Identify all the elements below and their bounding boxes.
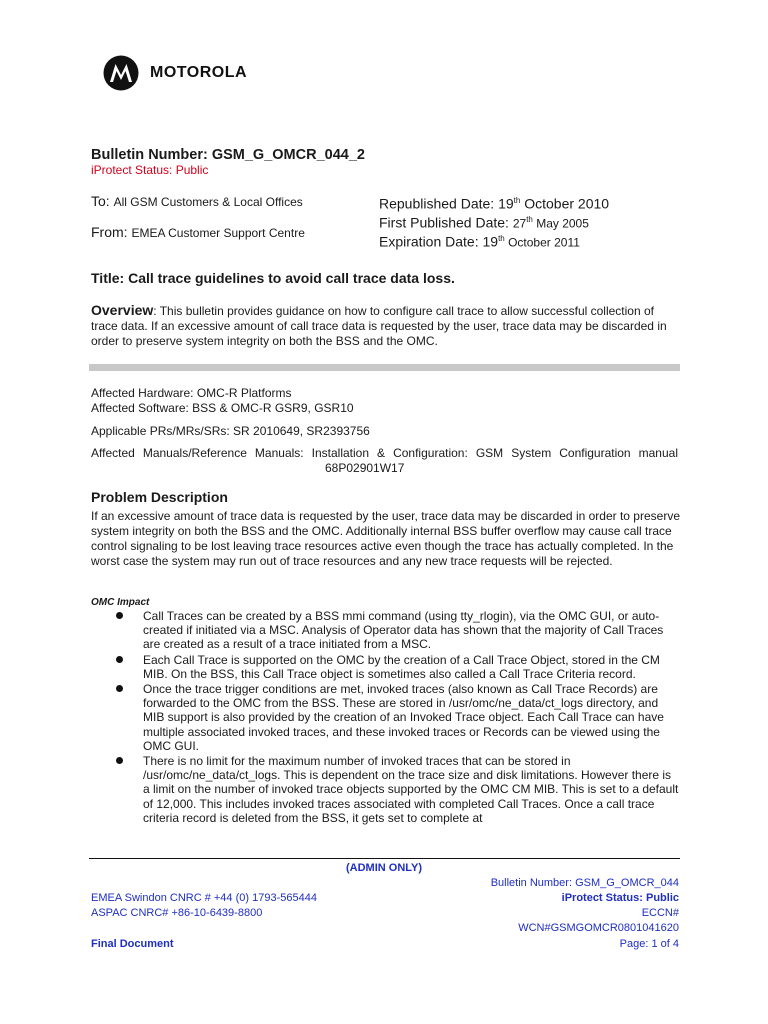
footer-iprotect-status: iProtect Status: Public <box>561 892 679 904</box>
affected-manuals <box>91 446 678 476</box>
overview-paragraph <box>91 303 681 349</box>
footer-final-document: Final Document <box>91 938 174 950</box>
footer-bulletin-number: Bulletin Number: GSM_G_OMCR_044 <box>490 877 679 889</box>
list-item: Once the trace trigger conditions are met, invoked traces (also known as Call Trace Records) are forwarded to the OMC from the BSS. These are stored in /usr/omc/ne_data/ct_logs directory, and MIB support is also provided by the creation of an Invoked Trace object. Each Call Trace can have multiple associated invoked traces, and these invoked traces or Records can be viewed using the OMC GUI. <box>91 682 681 753</box>
footer-wcn: WCN#GSMGOMCR0801041620 <box>518 922 679 934</box>
list-item: Call Traces can be created by a BSS mmi command (using tty_rlogin), via the OMC GUI, or auto- created if initiated via a MSC. Analysis of Operator data has shown that the majority of Call Traces are created as a result of a trace initiated from a MSC. <box>91 609 681 652</box>
motorola-batwing-logo-icon <box>103 55 139 91</box>
applicable-prs: Applicable PRs/MRs/SRs: SR 2010649, SR2393756 <box>91 424 370 438</box>
omc-impact-heading: OMC Impact <box>91 597 150 608</box>
list-item: There is no limit for the maximum number of invoked traces that can be stored in /usr/omc/ne_data/ct_logs. This is dependent on the trace size and disk limitations. However there is a limit on the number of invoked trace objects supported by the OMC CM MIB. This is set to a default of 12,000. This includes invoked traces associated with completed Call Traces. Once a call trace criteria record is deleted from the BSS, it gets set to complete at <box>91 754 681 825</box>
footer-eccn: ECCN# <box>641 907 679 919</box>
affected-manuals-line1: Affected Manuals/Reference Manuals: Installation & Configuration: GSM System Configuration manual <box>91 446 678 460</box>
bullet-icon <box>116 757 123 764</box>
from-line <box>91 224 305 240</box>
affected-hardware: Affected Hardware: OMC-R Platforms <box>91 386 292 400</box>
bulletin-number: Bulletin Number: GSM_G_OMCR_044_2 <box>91 147 365 163</box>
from-label: From: <box>91 224 128 240</box>
overview-text: : This bulletin provides guidance on how to configure call trace to allow successful collection of trace data. If an excessive amount of call trace data is requested by the user, trace data may be discarded in order to preserve system integrity on both the BSS and the OMC. <box>91 304 667 348</box>
bullet-icon <box>116 612 123 619</box>
to-label: To: <box>91 193 110 209</box>
list-item: Each Call Trace is supported on the OMC by the creation of a Call Trace Object, stored in the CM MIB. On the BSS, this Call Trace object is sometimes also called a Call Trace Criteria record. <box>91 653 681 681</box>
bullet-icon <box>116 685 123 692</box>
from-value: EMEA Customer Support Centre <box>131 226 305 240</box>
expiration-date: Expiration Date: 19th October 2011 <box>379 233 580 250</box>
iprotect-status: iProtect Status: Public <box>91 163 209 177</box>
dates-block <box>379 193 609 251</box>
footer-admin-only: (ADMIN ONLY) <box>346 862 422 874</box>
footer-page-number: Page: 1 of 4 <box>619 938 679 950</box>
affected-software: Affected Software: BSS & OMC-R GSR9, GSR10 <box>91 401 354 415</box>
republished-date: Republished Date: 19th October 2010 <box>379 195 610 212</box>
to-line <box>91 193 303 209</box>
footer-aspac-contact: ASPAC CNRC# +86-10-6439-8800 <box>91 907 263 919</box>
footer-swindon-contact: EMEA Swindon CNRC # +44 (0) 1793-565444 <box>91 892 317 904</box>
first-published-date: First Published Date: 27th May 2005 <box>379 214 589 231</box>
problem-heading: Problem Description <box>91 489 228 505</box>
overview-label: Overview <box>91 302 154 318</box>
affected-manuals-line2: 68P02901W17 <box>325 461 405 475</box>
section-divider <box>89 364 680 371</box>
omc-impact-list <box>91 609 681 826</box>
problem-paragraph: If an excessive amount of trace data is requested by the user, trace data may be discarded in order to preserve system integrity on both the BSS and the OMC. Additionally internal BSS buffer overflow may cause call trace control signaling to be lost leaving trace resources active even though the trace has actually completed. In the worst case the system may run out of trace resources and any new trace requests will be rejected. <box>91 509 680 568</box>
affected-block <box>91 386 354 416</box>
to-value: All GSM Customers & Local Offices <box>113 195 303 209</box>
logo-wordmark: MOTOROLA <box>150 64 248 81</box>
bullet-icon <box>116 656 123 663</box>
bulletin-title: Title: Call trace guidelines to avoid call trace data loss. <box>91 270 455 286</box>
footer-divider <box>89 858 680 859</box>
